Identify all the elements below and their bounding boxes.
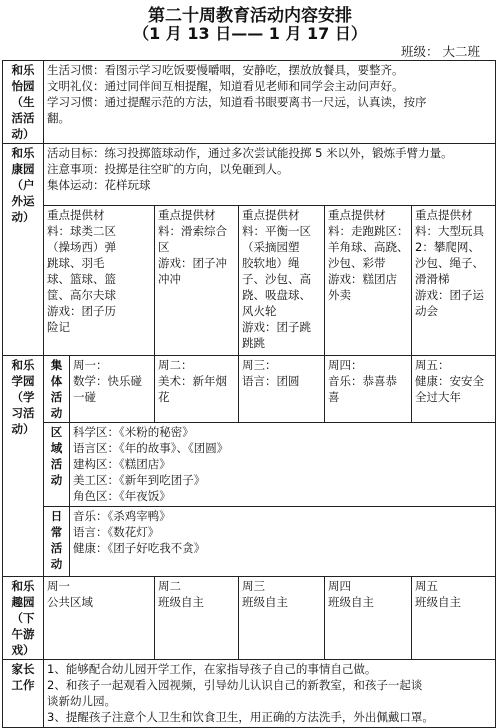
study-day-5 [412,356,496,423]
study-day-1 [70,356,155,423]
day-line: 班级自主 [415,595,461,609]
area-line: 2：攀爬网、 [415,240,480,254]
area-line: 重点提供材 [415,208,473,222]
area-line: （采摘园塑 [242,240,300,254]
parent-item: 谈新幼儿园。 [47,694,116,708]
life-row [3,61,496,144]
day-line: 周三： [242,358,277,372]
study-daily-row [3,507,496,577]
area-line: 动会 [415,304,438,318]
area-line: 滑滑梯 [415,272,450,286]
daily-item: 语言：《数花灯》 [73,525,160,539]
area-line: 重点提供材 [158,208,216,222]
study-label: 和乐学园（学习活动） [3,356,44,577]
health-goal: 活动目标：练习投掷篮球动作，通过多次尝试能投掷 5 米以外，锻炼手臂力量。 [47,146,453,160]
study-day-3 [239,356,325,423]
area-item: 角色区：《年夜饭》 [73,489,171,503]
study-areas-row [3,423,496,507]
area-line: 筐、高尔夫球 [47,288,116,302]
area-item: 建构区：《糕团店》 [73,457,171,471]
area-line: 沙包、彩带 [328,256,386,270]
area-line: 冲冲 [158,272,181,286]
fun-day-4 [325,577,412,660]
area-line: 沙包、绳子、 [415,256,484,270]
area-line: 区 [158,240,170,254]
area-line: 外卖 [328,288,351,302]
day-line: 音乐：恭喜恭 [328,374,397,388]
parents-content [44,660,496,728]
parents-row [3,660,496,728]
areas-label: 区域活动 [44,423,70,507]
area-item: 美工区：《新年到吃团子》 [73,473,206,487]
life-line: 学习习惯：通过提醒示范的方法，知道看书眼要离书一尺远，认真读，按序 [47,95,427,109]
day-line: 全过大年 [415,390,461,404]
collective-label: 集体活动 [44,356,70,423]
fun-row [3,577,496,660]
area-line: 重点提供材 [242,208,300,222]
parent-item: 3、提醒孩子注意个人卫生和饮食卫生，用正确的方法洗手，外出佩戴口罩。 [47,710,434,724]
page-title: 第二十周教育活动内容安排 [148,6,352,26]
schedule-table [2,60,496,728]
area-line: 游戏：团子运 [415,288,484,302]
health-info-row [3,144,496,206]
area-line: 胶软地）绳 [242,256,300,270]
day-line: 周二 [158,579,181,593]
daily-label: 日常活动 [44,507,70,577]
area-line: 重点提供材 [47,208,105,222]
area-line: 游戏：团子冲 [158,256,227,270]
area-line: 跳跳 [242,336,265,350]
day-line: 周一： [73,358,108,372]
day-line: 喜 [328,390,340,404]
day-line: 花 [158,390,170,404]
day-line: 一碰 [73,390,96,404]
day-line: 公共区域 [47,595,93,609]
area-line: 游戏：糕团店 [328,272,397,286]
fun-day-2 [155,577,239,660]
day-line: 周四： [328,358,363,372]
study-collective-row [3,356,496,423]
area-line: 重点提供材 [328,208,386,222]
day-line: 周一 [47,579,70,593]
parent-item: 2、和孩子一起观看入园视频，引导幼儿认识自己的新教室，和孩子一起谈 [47,678,423,692]
daily-content [70,507,496,577]
day-line: 周三 [242,579,265,593]
area-line: 料：平衡一区 [242,224,311,238]
parents-label: 家长工作 [3,660,44,728]
life-line: 翻。 [47,111,70,125]
study-day-2 [155,356,239,423]
health-label: 和乐康园（户外运动） [3,144,44,356]
health-collective: 集体运动：花样玩球 [47,178,151,192]
day-line: 健康：安安全 [415,374,484,388]
class-label: 班级： 大二班 [401,44,480,59]
area-line: 羊角球、高跷、 [328,240,409,254]
health-info [44,144,496,206]
health-area-4 [325,206,412,356]
health-area-5 [412,206,496,356]
area-line: 跳球、羽毛 [47,256,105,270]
daily-item: 音乐：《杀鸡宰鸭》 [73,509,171,523]
health-areas-row [3,206,496,356]
area-line: 料：球类二区 [47,224,116,238]
day-line: 班级自主 [158,595,204,609]
area-line: 子、沙包、高 [242,272,311,286]
fun-day-1 [44,577,155,660]
page-subtitle: （1 月 13 日—— 1 月 17 日） [133,24,367,43]
fun-label: 和乐趣园（下午游戏） [3,577,44,660]
health-area-1 [44,206,155,356]
area-line: 险记 [47,320,70,334]
health-area-2 [155,206,239,356]
daily-item: 健康：《团子好吃我不贪》 [73,541,206,555]
life-line: 文明礼仪：通过同伴间互相提醒，知道看见老师和同学会主动问声好。 [47,79,404,93]
day-line: 班级自主 [242,595,288,609]
day-line: 美术：新年烟 [158,374,227,388]
area-item: 语言区：《年的故事》、《团圆》 [73,441,229,455]
day-line: 周二： [158,358,193,372]
area-line: 球、篮球、篮 [47,272,116,286]
life-line: 生活习惯：看图示学习吃饭要慢嚼咽，安静吃，摆放放餐具，要整齐。 [47,63,404,77]
area-line: 游戏：团子跳 [242,320,311,334]
day-line: 语言：团圆 [242,374,300,388]
day-line: 周五 [415,579,438,593]
study-day-4 [325,356,412,423]
area-line: 跷、吸盘球、 [242,288,311,302]
area-line: 游戏：团子历 [47,304,116,318]
area-line: 料：大型玩具 [415,224,484,238]
area-line: （操场西）弹 [47,240,116,254]
day-line: 数学：快乐碰 [73,374,142,388]
day-line: 班级自主 [328,595,374,609]
area-line: 风火轮 [242,304,277,318]
life-content [44,61,496,144]
area-line: 料：滑索综合 [158,224,227,238]
life-label: 和乐怡园（生活活动） [3,61,44,144]
area-line: 料：走跑跳区： [328,224,409,238]
health-area-3 [239,206,325,356]
fun-day-3 [239,577,325,660]
day-line: 周四 [328,579,351,593]
area-item: 科学区：《米粉的秘密》 [73,425,194,439]
health-note: 注意事项：投掷是往空旷的方向，以免砸到人。 [47,162,289,176]
fun-day-5 [412,577,496,660]
areas-content [70,423,496,507]
parent-item: 1、能够配合幼儿园开学工作，在家指导孩子自己的事情自己做。 [47,662,377,676]
day-line: 周五： [415,358,450,372]
